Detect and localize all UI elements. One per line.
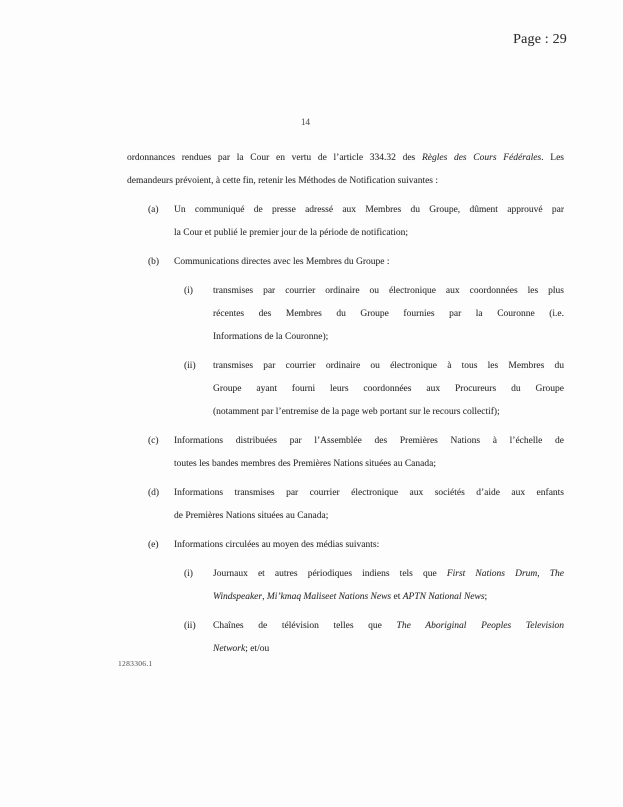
list-item-label: (b) bbox=[148, 257, 160, 267]
list-item-text bbox=[174, 251, 564, 274]
list-item bbox=[127, 563, 564, 609]
list-item-text bbox=[174, 482, 564, 528]
list-item-label: (i) bbox=[184, 286, 193, 296]
text-line bbox=[127, 170, 564, 193]
text-line bbox=[213, 355, 564, 378]
list-item bbox=[127, 615, 564, 661]
text-line bbox=[174, 199, 564, 222]
text-line bbox=[174, 505, 564, 528]
text-line bbox=[213, 280, 564, 303]
text-line bbox=[213, 401, 564, 424]
text-run: Chaînes de télévision telles que bbox=[213, 621, 397, 631]
text-run: ordonnances rendues par la Cour en vertu de l’article 334.32 des bbox=[127, 153, 422, 163]
text-line bbox=[174, 453, 564, 476]
list-item-text bbox=[174, 430, 564, 476]
list-item-text bbox=[213, 280, 564, 349]
text-run-italic: The bbox=[549, 569, 565, 579]
list-item-label: (e) bbox=[148, 540, 159, 550]
text-run: ; bbox=[484, 592, 488, 602]
document-footer-number: 1283306.1 bbox=[118, 659, 153, 668]
list-item-label: (a) bbox=[148, 205, 159, 215]
text-line bbox=[213, 378, 564, 401]
text-line bbox=[213, 638, 564, 661]
text-line bbox=[213, 586, 564, 609]
list-item-text bbox=[127, 147, 564, 193]
list-item bbox=[127, 251, 564, 274]
list-item-label: (ii) bbox=[184, 621, 196, 631]
text-run: demandeurs prévoient, à cette fin, retenir les Méthodes de Notification suivantes : bbox=[127, 176, 439, 186]
list-item bbox=[127, 534, 564, 557]
text-line bbox=[127, 147, 564, 170]
text-line bbox=[213, 326, 564, 349]
text-run-italic: Windspeaker bbox=[213, 592, 263, 602]
text-run-italic: Mi’kmaq Maliseet Nations News bbox=[266, 592, 392, 602]
list-item bbox=[127, 482, 564, 528]
text-run: Informations transmises par courrier électronique aux sociétés d’aide aux enfants bbox=[174, 488, 564, 498]
text-run-italic: Règles des Cours Fédérales bbox=[421, 153, 542, 163]
list-item bbox=[127, 355, 564, 424]
document-body bbox=[127, 147, 564, 661]
document-inner-page-number: 14 bbox=[301, 117, 310, 127]
text-run: Informations de la Couronne); bbox=[213, 332, 329, 342]
text-line bbox=[174, 482, 564, 505]
list-item-label: (ii) bbox=[184, 361, 196, 371]
list-item-label: (i) bbox=[184, 569, 193, 579]
list-item-text bbox=[174, 199, 564, 245]
list-item-label: (c) bbox=[148, 436, 159, 446]
text-run: de Premières Nations situées au Canada; bbox=[174, 511, 329, 521]
text-run: Communications directes avec les Membres du Groupe : bbox=[174, 257, 390, 267]
list-item-label: (d) bbox=[148, 488, 160, 498]
text-line bbox=[213, 303, 564, 326]
list-item bbox=[127, 199, 564, 245]
list-item-text bbox=[174, 534, 564, 557]
text-line bbox=[213, 563, 564, 586]
text-run: transmises par courrier ordinaire ou électronique à tous les Membres du bbox=[213, 361, 564, 371]
text-run: (notamment par l’entremise de la page web portant sur le recours collectif); bbox=[213, 407, 500, 417]
text-run: Informations circulées au moyen des médias suivants: bbox=[174, 540, 380, 550]
text-line bbox=[174, 534, 564, 557]
text-line bbox=[174, 222, 564, 245]
text-run: . Les bbox=[541, 153, 565, 163]
text-run: , bbox=[537, 569, 550, 579]
list-item-text bbox=[213, 615, 564, 661]
text-run: récentes des Membres du Groupe fournies par la Couronne (i.e. bbox=[213, 309, 564, 319]
text-run: transmises par courrier ordinaire ou électronique aux coordonnées les plus bbox=[213, 286, 564, 296]
text-run: toutes les bandes membres des Premières Nations situées au Canada; bbox=[174, 459, 436, 469]
text-run: Journaux et autres périodiques indiens tels que bbox=[213, 569, 447, 579]
list-item-text bbox=[213, 563, 564, 609]
text-line bbox=[174, 251, 564, 274]
list-item bbox=[127, 280, 564, 349]
text-run-italic: Network bbox=[213, 644, 246, 654]
page-number-header: Page : 29 bbox=[513, 32, 567, 47]
text-run-italic: The Aboriginal Peoples Television bbox=[396, 621, 564, 631]
text-run-italic: APTN National News bbox=[402, 592, 485, 602]
text-run: et bbox=[391, 592, 403, 602]
text-run: Groupe ayant fourni leurs coordonnées aux Procureurs du Groupe bbox=[213, 384, 564, 394]
text-run: Un communiqué de presse adressé aux Membres du Groupe, dûment approuvé par bbox=[174, 205, 564, 215]
text-line bbox=[213, 615, 564, 638]
list-item bbox=[127, 430, 564, 476]
text-line bbox=[174, 430, 564, 453]
text-run-italic: First Nations Drum bbox=[446, 569, 538, 579]
paragraph bbox=[127, 147, 564, 193]
text-run: ; et/ou bbox=[245, 644, 270, 654]
list-item-text bbox=[213, 355, 564, 424]
text-run: , bbox=[262, 592, 267, 602]
text-run: la Cour et publié le premier jour de la période de notification; bbox=[174, 228, 408, 238]
text-run: Informations distribuées par l’Assemblée des Premières Nations à l’échelle de bbox=[174, 436, 564, 446]
